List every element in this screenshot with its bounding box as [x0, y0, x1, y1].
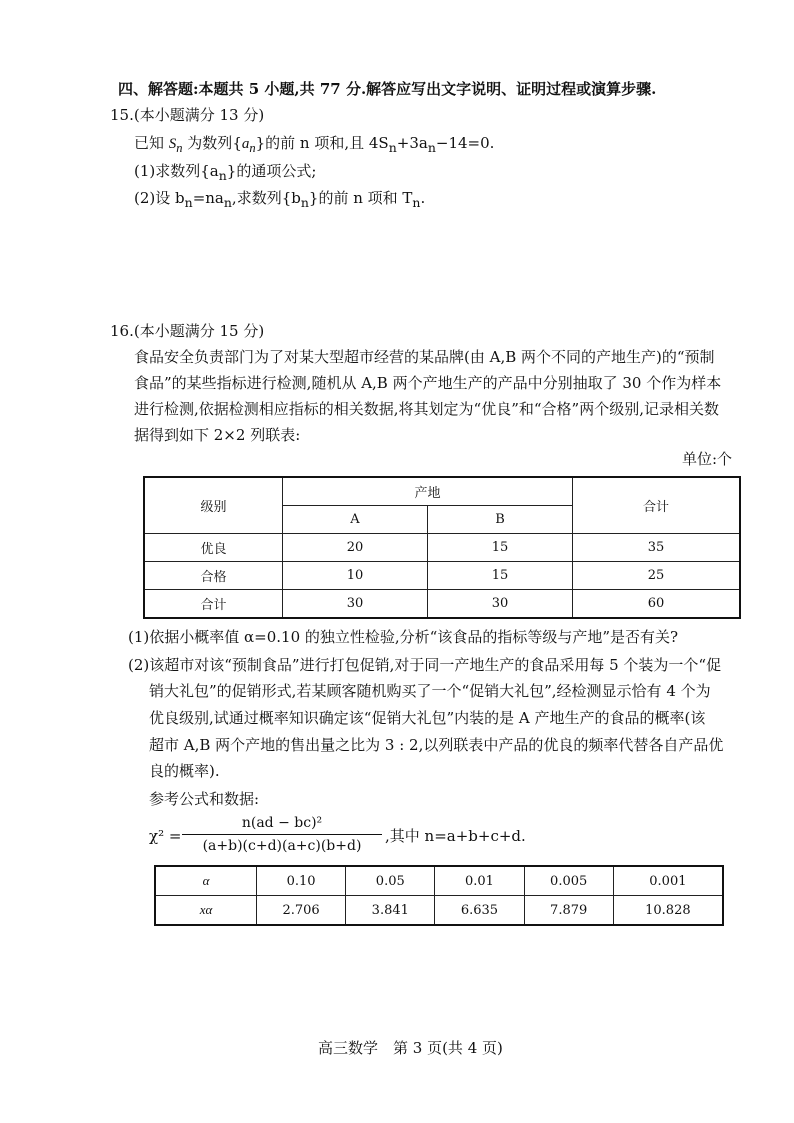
q16-title: 16.(本小题满分 15 分)	[110, 322, 265, 340]
q16-part2-line: 良的概率).	[149, 762, 220, 780]
x-cell: 2.706	[257, 896, 346, 926]
q16-part2-line: 超市 A,B 两个产地的售出量之比为 3 : 2,以列联表中产品的优良的频率代替各自产品优	[149, 736, 724, 754]
reference-table	[154, 865, 724, 926]
q16-part2-line: 优良级别,试通过概率知识确定该“促销大礼包”内装的是 A 产地生产的食品的概率(该	[149, 709, 706, 727]
header-total: 合计	[573, 477, 741, 534]
q15-part2-end: }的前 n 项和 T	[308, 189, 413, 207]
q15-part1: (1)求数列$\{a_n\}$的通项公式;	[134, 162, 317, 183]
x-cell: 3.841	[346, 896, 435, 926]
q15-part2-mid2: ,求数列{b	[231, 189, 301, 207]
formula-numerator: n(ad − bc)²	[182, 815, 382, 835]
q16-part2-line: 销大礼包”的促销形式,若某顾客随机购买了一个“促销大礼包”,经检测显示恰有 4 个为	[149, 682, 711, 700]
cell-a: 20	[283, 534, 428, 562]
header-b: B	[428, 506, 573, 534]
table-row	[155, 866, 723, 896]
alpha-label-text: α	[202, 873, 210, 888]
cell-b: 30	[428, 590, 573, 619]
alpha-label	[155, 866, 257, 896]
q15-title: 15.(本小题满分 13 分)	[110, 106, 265, 124]
table-row	[144, 534, 740, 562]
row-label: 合格	[144, 562, 283, 590]
x-cell: 6.635	[435, 896, 524, 926]
x-cell: 10.828	[613, 896, 723, 926]
x-label-text: xα	[199, 902, 213, 917]
x-label	[155, 896, 257, 926]
x-cell: 7.879	[524, 896, 613, 926]
unit-label: 单位:个	[682, 450, 733, 468]
alpha-cell: 0.01	[435, 866, 524, 896]
q15-part2-dot: .	[420, 189, 426, 207]
header-origin: 产地	[283, 477, 573, 506]
cell-total: 60	[573, 590, 741, 619]
q15-stem-pre: 已知	[134, 134, 169, 152]
q16-part2-line: (2)该超市对该“预制食品”进行打包促销,对于同一产地生产的食品采用每 5 个装为一个“促	[128, 656, 722, 674]
q16-para-line: 食品”的某些指标进行检测,随机从 A,B 两个产地生产的产品中分别抽取了 30 个作为样本	[134, 374, 722, 392]
alpha-cell: 0.05	[346, 866, 435, 896]
row-label: 合计	[144, 590, 283, 619]
table-row	[155, 896, 723, 926]
q15-part1-text: (1)求数列{a	[134, 162, 219, 180]
alpha-cell: 0.001	[613, 866, 723, 896]
q15-part2: (2)设 $b_n=na_n$,求数列$\{b_n\}$的前 n 项和 $T_n$.	[134, 189, 426, 210]
q16-part1: (1)依据小概率值 α=0.10 的独立性检验,分析“该食品的指标等级与产地”是否有关?	[128, 628, 679, 646]
q15-stem: 已知 $S_n$ 为数列$\{a_n\}$的前 n 项和,且 $4S_n+3a_n-14=0$.	[134, 134, 495, 155]
formula-tail: ,其中 n=a+b+c+d.	[385, 827, 526, 845]
header-a: A	[283, 506, 428, 534]
table-row	[144, 590, 740, 619]
q16-para-line: 进行检测,依据检测相应指标的相关数据,将其划定为“优良”和“合格”两个级别,记录相关数	[134, 400, 719, 418]
q16-para-line: 食品安全负责部门为了对某大型超市经营的某品牌(由 A,B 两个不同的产地生产)的“预制	[134, 348, 715, 366]
q15-part2-mid: =na	[192, 189, 224, 207]
q15-stem-post: 的前 n 项和,且 4S	[265, 134, 389, 152]
formula-lhs: χ² =	[149, 827, 182, 845]
table-row	[144, 562, 740, 590]
q15-stem-end: −14=0.	[435, 134, 495, 152]
alpha-cell: 0.10	[257, 866, 346, 896]
ref-title: 参考公式和数据:	[149, 790, 260, 808]
cell-total: 25	[573, 562, 741, 590]
row-label: 优良	[144, 534, 283, 562]
cell-b: 15	[428, 562, 573, 590]
formula-denominator: (a+b)(c+d)(a+c)(b+d)	[202, 838, 362, 854]
header-level: 级别	[144, 477, 283, 534]
contingency-table	[143, 476, 741, 619]
q15-stem-mid: 为数列	[182, 134, 233, 152]
q15-stem-tail: +3a	[396, 134, 428, 152]
q15-part2-text: (2)设 b	[134, 189, 185, 207]
page-footer: 高三数学 第 3 页(共 4 页)	[318, 1039, 503, 1057]
formula-fraction	[182, 815, 382, 854]
section-heading: 四、解答题:本题共 5 小题,共 77 分.解答应写出文字说明、证明过程或演算步骤.	[118, 80, 657, 98]
cell-a: 30	[283, 590, 428, 619]
cell-a: 10	[283, 562, 428, 590]
q16-para-line: 据得到如下 2×2 列联表:	[134, 426, 301, 444]
cell-b: 15	[428, 534, 573, 562]
alpha-cell: 0.005	[524, 866, 613, 896]
cell-total: 35	[573, 534, 741, 562]
q15-part1-end: }的通项公式;	[226, 162, 317, 180]
